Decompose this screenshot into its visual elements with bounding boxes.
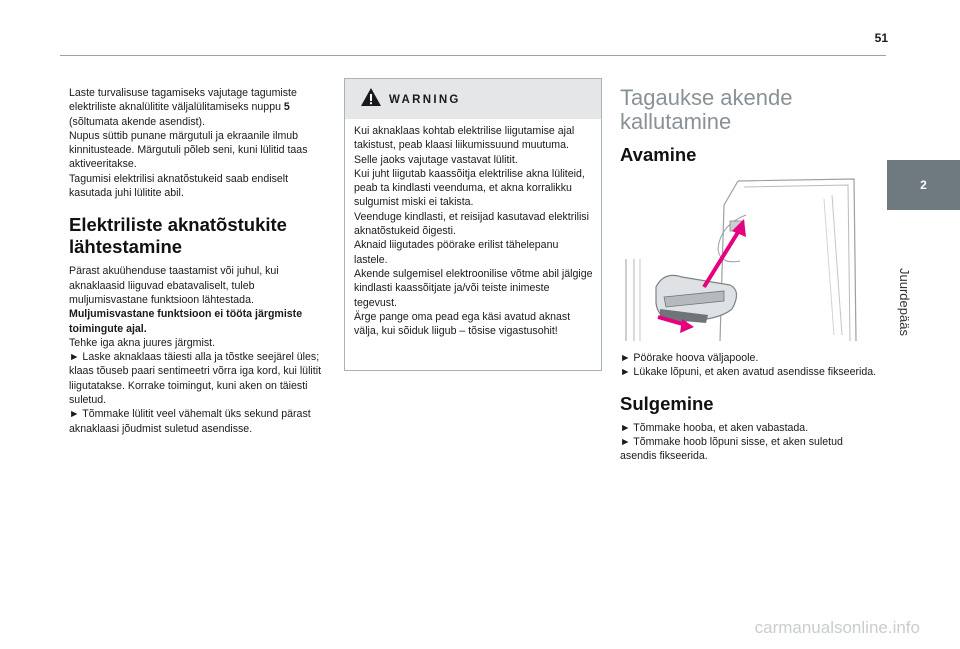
- closing-step: ► Tõmmake hoob lõpuni sisse, et aken suletud asendis fikseerida.: [620, 435, 843, 463]
- column-right: [620, 86, 882, 463]
- chapter-label: Juurdepääs: [897, 268, 912, 336]
- warning-paragraph: Kui aknaklaas kohtab elektrilise liigutamise ajal takistust, peab klaasi liikumissuund muutuma. Selle jaoks vajutage vastavat lülitit.: [354, 125, 575, 166]
- page-number: 51: [874, 31, 888, 45]
- warning-title: WARNING: [389, 94, 461, 106]
- chapter-tab[interactable]: [887, 160, 960, 210]
- warning-header: [345, 79, 601, 119]
- column-left: [69, 86, 329, 436]
- reset-text: Pärast akuühenduse taastamist või juhul, kui aknaklaasid liiguvad ebatavaliselt, tuleb muljumisvastane funktsioon lähtestada.: [69, 265, 279, 306]
- chapter-number: 2: [920, 178, 927, 192]
- opening-step: ► Lükake lõpuni, et aken avatud asendisse fikseerida.: [620, 366, 877, 379]
- steps-intro: Tehke iga akna juures järgmist.: [69, 336, 216, 349]
- opening-step: ► Pöörake hoova väljapoole.: [620, 352, 759, 364]
- closing-step: ► Tõmmake hooba, et aken vabastada.: [620, 421, 809, 434]
- warning-box: [344, 78, 602, 371]
- warning-triangle-icon: [360, 87, 382, 107]
- window-latch-illustration: [620, 175, 860, 343]
- intro-text: Laste turvalisuse tagamiseks vajutage tagumiste elektriliste aknalülitite väljalülitamiseks nuppu: [69, 87, 297, 114]
- intro-paragraph-3: Nupus süttib punane märgutuli ja ekraanile ilmub kinnitusteade. Märgutuli põleb seni, kuni lülitid taas aktiveeritakse.: [69, 129, 308, 171]
- warning-paragraph: Aknaid liigutades pöörake erilist tähelepanu lastele.: [354, 239, 559, 266]
- warning-paragraph: Kui juht liigutab kaassõitja elektrilise akna lüliteid, peab ta kindlasti veenduma, et akna korralikku sulgumist miski ei takista.: [354, 167, 585, 209]
- reset-bold-note: Muljumisvastane funktsioon ei tööta järgmiste toimingute ajal.: [69, 308, 303, 335]
- warning-paragraph: Veenduge kindlasti, et reisijad kasutavad elektrilisi aknatõstukeid õigesti.: [354, 210, 589, 238]
- top-divider: [60, 55, 886, 56]
- warning-paragraph: Ärge pange oma pead ega käsi avatud aknast välja, kui sõiduk liigub – tõsise vigastusohit!: [354, 310, 571, 338]
- intro-paragraph-2: (sõltumata akende asendist).: [69, 115, 206, 128]
- warning-body: [345, 119, 601, 338]
- watermark: carmanualsonline.info: [754, 618, 920, 637]
- step-item: ► Laske aknaklaas täiesti alla ja tõstke seejärel üles; klaas tõuseb paari sentimeetri võrra iga kord, kui lülitit liigutatakse. Korrake toimingut, kuni aken on täiesti suletud.: [69, 351, 322, 407]
- intro-paragraph-4: Tagumisi elektrilisi aknatõstukeid saab endiselt kasutada juhi lülitite abil.: [69, 172, 289, 200]
- button-number: 5: [283, 101, 290, 114]
- closing-heading: Sulgemine: [620, 392, 714, 414]
- opening-heading: Avamine: [620, 144, 697, 165]
- warning-paragraph: Akende sulgemisel elektroonilise võtme abil jälgige kindlasti kaassõitjate ja/või teiste inimeste tegevust.: [354, 267, 593, 309]
- section-heading-reset: Elektriliste aknatõstukite lähtestamine: [69, 214, 287, 258]
- intro-paragraph-1: [69, 86, 329, 115]
- section-title: Tagaukse akende kallutamine: [620, 85, 793, 134]
- step-item: ► Tõmmake lülitit veel vähemalt üks sekund pärast aknaklaasi jõudmist suletud asendisse.: [69, 408, 311, 435]
